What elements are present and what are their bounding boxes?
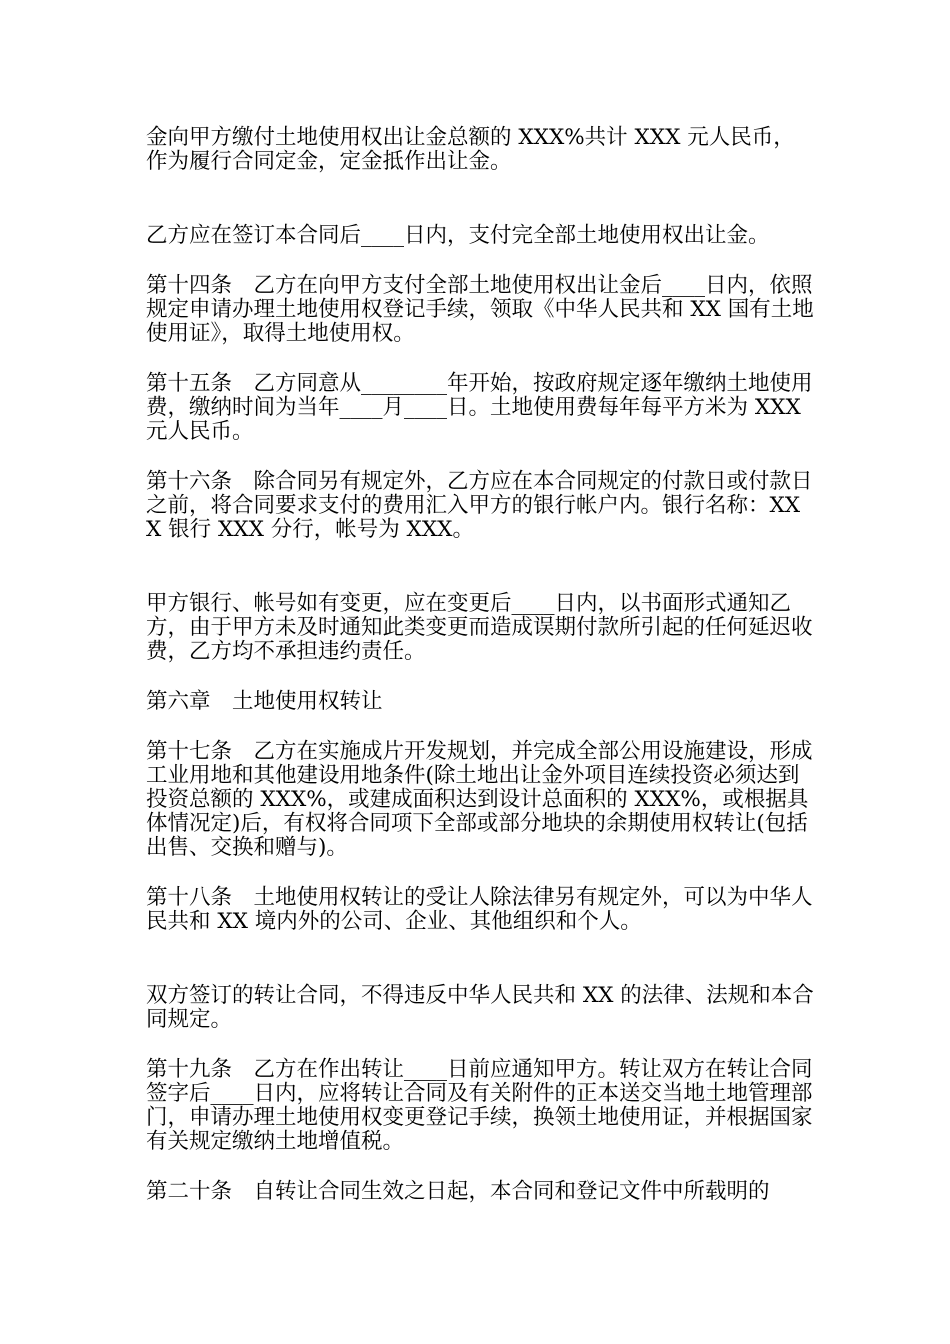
- paragraph-article-17: 第十七条 乙方在实施成片开发规划，并完成全部公用设施建设，形成工业用地和其他建设用地条件(除土地出让金外项目连续投资必须达到投资总额的 XXX%，或建成面积达到设计总面积的 XXX%，或根据具体情况定)后，有权将合同项下全部或部分地块的余期使用权转让(包括出售、交换和赠与)。: [146, 739, 813, 860]
- chapter-heading: 第六章 土地使用权转让: [146, 689, 383, 714]
- paragraph-transfer-contract: 双方签订的转让合同，不得违反中华人民共和 XX 的法律、法规和本合同规定。: [146, 983, 814, 1032]
- paragraph-payment-deadline: 乙方应在签订本合同后____日内，支付完全部土地使用权出让金。: [146, 223, 770, 248]
- paragraph-article-14: 第十四条 乙方在向甲方支付全部土地使用权出让金后____日内，依照规定申请办理土地使用权登记手续，领取《中华人民共和 XX 国有土地使用证》，取得土地使用权。: [146, 273, 814, 346]
- paragraph-article-15: 第十五条 乙方同意从________年开始，按政府规定逐年缴纳土地使用费，缴纳时间为当年____月____日。土地使用费每年每平方米为 XXX 元人民币。: [146, 371, 813, 444]
- paragraph-article-18: 第十八条 土地使用权转让的受让人除法律另有规定外，可以为中华人民共和 XX 境内外的公司、企业、其他组织和个人。: [146, 885, 813, 934]
- paragraph-article-19: 第十九条 乙方在作出转让____日前应通知甲方。转让双方在转让合同签字后____日内，应将转让合同及有关附件的正本送交当地土地管理部门，申请办理土地使用权变更登记手续，换领土地使用证，并根据国家有关规定缴纳土地增值税。: [146, 1057, 813, 1154]
- paragraph-deposit: 金向甲方缴付土地使用权出让金总额的 XXX%共计 XXX 元人民币，作为履行合同定金，定金抵作出让金。: [146, 125, 795, 174]
- paragraph-article-16: 第十六条 除合同另有规定外，乙方应在本合同规定的付款日或付款日之前，将合同要求支付的费用汇入甲方的银行帐户内。银行名称：XXX 银行 XXX 分行，帐号为 XXX。: [146, 469, 813, 542]
- paragraph-article-20: 第二十条 自转让合同生效之日起，本合同和登记文件中所载明的: [146, 1179, 770, 1204]
- document-page: [146, 126, 814, 1204]
- paragraph-bank-change: 甲方银行、帐号如有变更，应在变更后____日内，以书面形式通知乙方，由于甲方未及时通知此类变更而造成误期付款所引起的任何延迟收费，乙方均不承担违约责任。: [146, 591, 813, 664]
